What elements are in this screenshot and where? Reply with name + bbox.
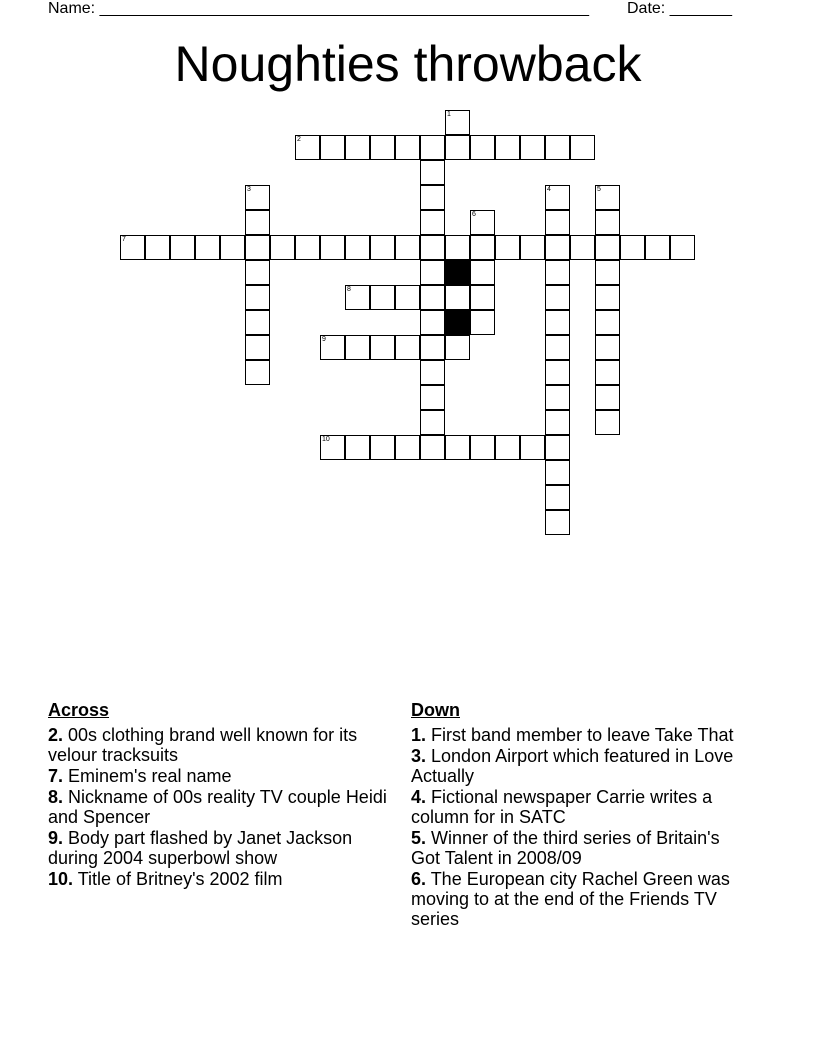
crossword-cell[interactable]	[245, 210, 270, 235]
crossword-cell[interactable]	[545, 385, 570, 410]
crossword-cell[interactable]	[170, 235, 195, 260]
crossword-cell[interactable]	[595, 235, 620, 260]
crossword-block	[445, 310, 470, 335]
down-clue	[411, 787, 746, 827]
crossword-cell[interactable]	[470, 285, 495, 310]
down-clue	[411, 828, 746, 868]
crossword-cell[interactable]	[595, 385, 620, 410]
clue-number: 9.	[48, 828, 64, 848]
crossword-cell[interactable]	[470, 435, 495, 460]
crossword-cell[interactable]	[395, 235, 420, 260]
crossword-block	[445, 260, 470, 285]
crossword-cell[interactable]	[520, 435, 545, 460]
crossword-cell[interactable]	[545, 460, 570, 485]
across-clue	[48, 787, 393, 827]
crossword-cell[interactable]	[420, 410, 445, 435]
crossword-cell[interactable]	[595, 260, 620, 285]
crossword-cell[interactable]	[545, 510, 570, 535]
crossword-cell[interactable]	[245, 335, 270, 360]
crossword-cell[interactable]	[445, 285, 470, 310]
clue-number: 6.	[411, 869, 427, 889]
crossword-cell[interactable]	[420, 360, 445, 385]
clue-number: 8	[347, 286, 351, 293]
crossword-cell[interactable]	[345, 285, 370, 310]
crossword-cell[interactable]	[395, 435, 420, 460]
crossword-cell[interactable]	[570, 135, 595, 160]
crossword-cell[interactable]	[545, 260, 570, 285]
clue-text: First band member to leave Take That	[426, 725, 734, 745]
clue-text: Fictional newspaper Carrie writes a column for in SATC	[411, 787, 713, 827]
down-clue	[411, 725, 746, 745]
crossword-cell[interactable]	[295, 235, 320, 260]
crossword-cell[interactable]	[445, 235, 470, 260]
crossword-cell[interactable]	[245, 310, 270, 335]
crossword-cell[interactable]	[545, 185, 570, 210]
clue-number: 3.	[411, 746, 427, 766]
crossword-cell[interactable]	[420, 335, 445, 360]
clue-text: Winner of the third series of Britain's Got Talent in 2008/09	[411, 828, 720, 868]
crossword-cell[interactable]	[420, 285, 445, 310]
crossword-cell[interactable]	[545, 485, 570, 510]
clue-number: 7.	[48, 766, 64, 786]
crossword-cell[interactable]	[395, 285, 420, 310]
crossword-cell[interactable]	[520, 235, 545, 260]
crossword-cell[interactable]	[595, 360, 620, 385]
crossword-cell[interactable]	[320, 335, 345, 360]
crossword-cell[interactable]	[545, 410, 570, 435]
across-clue	[48, 766, 393, 786]
crossword-cell[interactable]	[645, 235, 670, 260]
crossword-cell[interactable]	[595, 185, 620, 210]
crossword-cell[interactable]	[120, 235, 145, 260]
crossword-cell[interactable]	[370, 285, 395, 310]
crossword-cell[interactable]	[545, 135, 570, 160]
clue-number: 5	[597, 186, 601, 193]
crossword-cell[interactable]	[370, 235, 395, 260]
crossword-cell[interactable]	[270, 235, 295, 260]
across-clue	[48, 725, 393, 765]
crossword-cell[interactable]	[520, 135, 545, 160]
crossword-cell[interactable]	[395, 335, 420, 360]
clue-number: 1.	[411, 725, 427, 745]
crossword-cell[interactable]	[445, 435, 470, 460]
crossword-cell[interactable]	[245, 260, 270, 285]
clue-number: 3	[247, 186, 251, 193]
clue-text: Eminem's real name	[63, 766, 232, 786]
clue-text: Body part flashed by Janet Jackson during 2004 superbowl show	[48, 828, 353, 868]
crossword-cell[interactable]	[470, 260, 495, 285]
crossword-cell[interactable]	[445, 135, 470, 160]
page-title: Noughties throwback	[174, 36, 642, 92]
crossword-cell[interactable]	[470, 135, 495, 160]
crossword-cell[interactable]	[295, 135, 320, 160]
across-clue-list	[48, 725, 393, 889]
crossword-cell[interactable]	[545, 285, 570, 310]
crossword-cell[interactable]	[670, 235, 695, 260]
crossword-cell[interactable]	[595, 410, 620, 435]
crossword-cell[interactable]	[570, 235, 595, 260]
crossword-cell[interactable]	[420, 160, 445, 185]
crossword-cell[interactable]	[595, 210, 620, 235]
crossword-cell[interactable]	[320, 135, 345, 160]
clue-number: 4	[547, 186, 551, 193]
across-clue	[48, 828, 393, 868]
clue-number: 10.	[48, 869, 74, 889]
crossword-cell[interactable]	[420, 435, 445, 460]
down-heading: Down	[411, 700, 460, 720]
crossword-cell[interactable]	[495, 235, 520, 260]
crossword-cell[interactable]	[545, 335, 570, 360]
crossword-cell[interactable]	[220, 235, 245, 260]
clue-number: 8.	[48, 787, 64, 807]
crossword-cell[interactable]	[345, 435, 370, 460]
clue-number: 6	[472, 211, 476, 218]
clue-number: 5.	[411, 828, 427, 848]
clue-number: 10	[322, 436, 330, 443]
clue-number: 2.	[48, 725, 64, 745]
crossword-cell[interactable]	[145, 235, 170, 260]
crossword-cell[interactable]	[245, 360, 270, 385]
crossword-cell[interactable]	[470, 235, 495, 260]
clue-number: 1	[447, 111, 451, 118]
clue-text: The European city Rachel Green was moving to at the end of the Friends TV series	[411, 869, 730, 929]
crossword-cell[interactable]	[245, 285, 270, 310]
clue-text: London Airport which featured in Love Actually	[411, 746, 734, 786]
crossword-cell[interactable]	[320, 435, 345, 460]
crossword-cell[interactable]	[420, 185, 445, 210]
crossword-cell[interactable]	[245, 235, 270, 260]
clue-number: 7	[122, 236, 126, 243]
crossword-cell[interactable]	[420, 135, 445, 160]
crossword-cell[interactable]	[545, 235, 570, 260]
across-heading: Across	[48, 700, 110, 720]
crossword-cell[interactable]	[345, 335, 370, 360]
crossword-cell[interactable]	[445, 335, 470, 360]
date-field-label[interactable]: Date: _______	[627, 0, 732, 17]
clue-number: 2	[297, 136, 301, 143]
crossword-cell[interactable]	[545, 210, 570, 235]
crossword-cell[interactable]	[245, 185, 270, 210]
crossword-cell[interactable]	[345, 135, 370, 160]
crossword-cell[interactable]	[370, 335, 395, 360]
crossword-cell[interactable]	[420, 310, 445, 335]
clue-text: 00s clothing brand well known for its velour tracksuits	[48, 725, 358, 765]
clue-text: Title of Britney's 2002 film	[73, 869, 283, 889]
crossword-cell[interactable]	[545, 310, 570, 335]
crossword-cell[interactable]	[495, 135, 520, 160]
crossword-cell[interactable]	[345, 235, 370, 260]
crossword-cell[interactable]	[195, 235, 220, 260]
crossword-cell[interactable]	[320, 235, 345, 260]
crossword-cell[interactable]	[420, 260, 445, 285]
crossword-cell[interactable]	[420, 210, 445, 235]
across-clue	[48, 869, 393, 889]
crossword-cell[interactable]	[470, 210, 495, 235]
clue-number: 9	[322, 336, 326, 343]
crossword-cell[interactable]	[595, 335, 620, 360]
clues-section	[0, 700, 816, 1000]
crossword-cell[interactable]	[370, 135, 395, 160]
crossword-cell[interactable]	[595, 285, 620, 310]
crossword-cell[interactable]	[470, 310, 495, 335]
crossword-cell[interactable]	[395, 135, 420, 160]
across-clues	[48, 700, 393, 890]
down-clue	[411, 869, 746, 929]
crossword-cell[interactable]	[620, 235, 645, 260]
crossword-cell[interactable]	[370, 435, 395, 460]
crossword-cell[interactable]	[420, 385, 445, 410]
down-clue	[411, 746, 746, 786]
crossword-cell[interactable]	[445, 110, 470, 135]
crossword-cell[interactable]	[495, 435, 520, 460]
crossword-cell[interactable]	[545, 435, 570, 460]
clue-number: 4.	[411, 787, 427, 807]
crossword-cell[interactable]	[420, 235, 445, 260]
name-field-label[interactable]: Name: _______________________________________________________	[48, 0, 589, 17]
clue-text: Nickname of 00s reality TV couple Heidi and Spencer	[48, 787, 387, 827]
crossword-cell[interactable]	[545, 360, 570, 385]
crossword-cell[interactable]	[595, 310, 620, 335]
down-clues	[411, 700, 746, 930]
down-clue-list	[411, 725, 746, 929]
